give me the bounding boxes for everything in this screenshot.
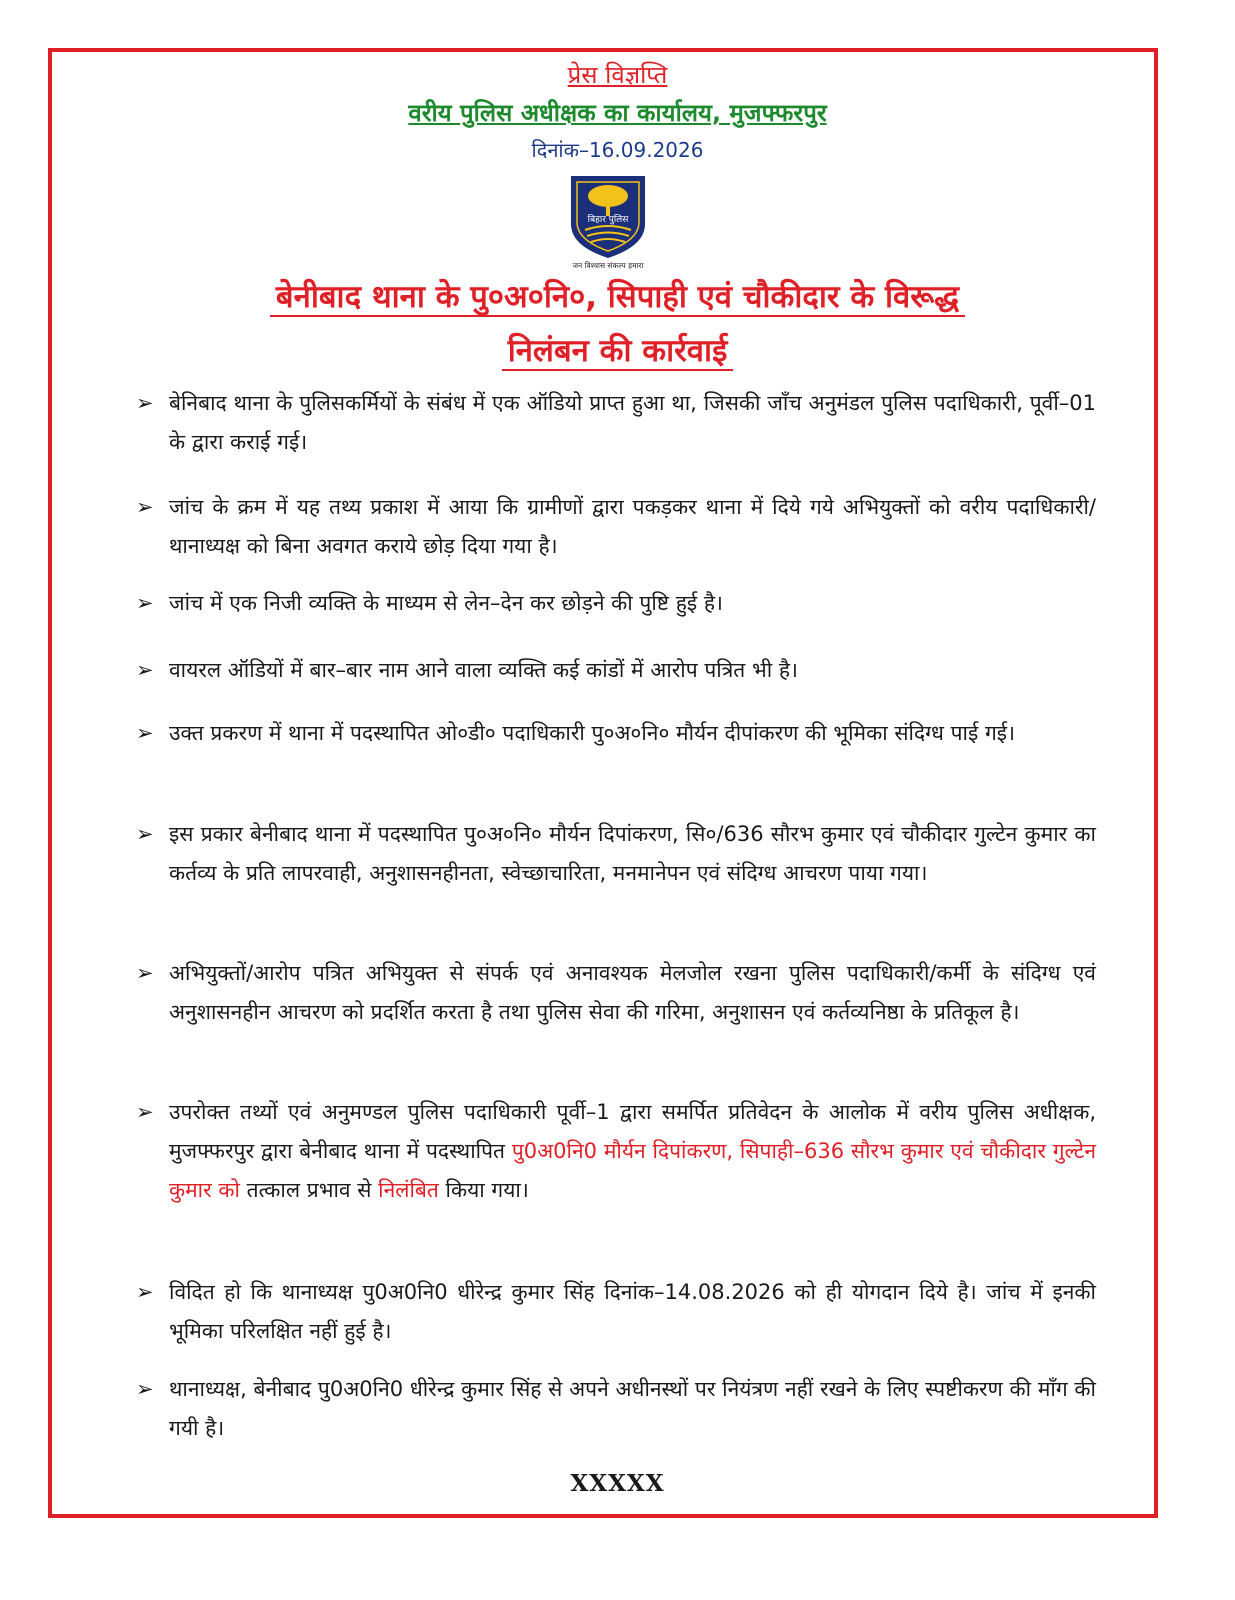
bullet-item xyxy=(136,1273,1096,1351)
end-mark: XXXXX xyxy=(570,1470,665,1497)
bullet-text: बेनिबाद थाना के पुलिसकर्मियों के संबंध में एक ऑडियो प्राप्त हुआ था, जिसकी जाँच अनुमंडल पुलिस पदाधिकारी, पूर्वी–01 के द्वारा कराई गई। xyxy=(169,391,1096,454)
bullet-text: थानाध्यक्ष, बेनीबाद पु0अ0नि0 धीरेन्द्र कुमार सिंह से अपने अधीनस्थों पर नियंत्रण नहीं रखने के लिए स्पष्टीकरण की माँग की गयी है। xyxy=(169,1377,1096,1440)
bullet-text: अभियुक्तों/आरोप पत्रित अभियुक्त से संपर्क एवं अनावश्यक मेलजोल रखना पुलिस पदाधिकारी/कर्मी के संदिग्ध एवं अनुशासनहीन आचरण को प्रदर्शित करता है तथा पुलिस सेवा की गरिमा, अनुशासन एवं कर्तव्यनिष्ठा के प्रतिकूल है। xyxy=(169,961,1096,1024)
bihar-police-emblem xyxy=(565,172,651,270)
headline-line-2: निलंबन की कार्रवाई xyxy=(0,326,1235,376)
press-release-heading: प्रेस विज्ञप्ति xyxy=(567,61,668,89)
arrow-bullet-icon: ➢ xyxy=(136,1377,154,1401)
emblem-label: बिहार पुलिस xyxy=(587,215,629,225)
arrow-bullet-icon: ➢ xyxy=(136,591,154,615)
arrow-bullet-icon: ➢ xyxy=(136,1100,154,1124)
arrow-bullet-icon: ➢ xyxy=(136,391,154,415)
bullet-text: जांच में एक निजी व्यक्ति के माध्यम से लेन–देन कर छोड़ने की पुष्टि हुई है। xyxy=(169,591,723,615)
bullet-text: जांच के क्रम में यह तथ्य प्रकाश में आया कि ग्रामीणों द्वारा पकड़कर थाना में दिये गये अभियुक्तों को वरीय पदाधिकारी/थानाध्यक्ष को बिना अवगत कराये छोड़ दिया गया है। xyxy=(169,495,1096,558)
headline-line-1: बेनीबाद थाना के पु०अ०नि०, सिपाही एवं चौकीदार के विरूद्ध xyxy=(0,272,1235,322)
bullet-text: उपरोक्त तथ्यों एवं अनुमण्डल पुलिस पदाधिकारी पूर्वी–1 द्वारा समर्पित प्रतिवेदन के आलोक में वरीय पुलिस अधीक्षक, मुजफ्फरपुर द्वारा बेनीबाद थाना में पदस्थापित पु0अ0नि0 मौर्यन दिपांकरण, सिपाही–636 सौरभ कुमार एवं चौकीदार गुल्टेन कुमार को तत्काल प्रभाव से निलंबित किया गया। xyxy=(169,1100,1096,1202)
bullet-item xyxy=(136,651,1096,690)
bullet-item xyxy=(136,384,1096,462)
arrow-bullet-icon: ➢ xyxy=(136,658,154,682)
bullet-item xyxy=(136,815,1096,893)
bullet-text: इस प्रकार बेनीबाद थाना में पदस्थापित पु०अ०नि० मौर्यन दिपांकरण, सि०/636 सौरभ कुमार एवं चौकीदार गुल्टेन कुमार का कर्तव्य के प्रति लापरवाही, अनुशासनहीनता, स्वेच्छाचारिता, मनमानेपन एवं संदिग्ध आचरण पाया गया। xyxy=(169,822,1096,885)
arrow-bullet-icon: ➢ xyxy=(136,961,154,985)
arrow-bullet-icon: ➢ xyxy=(136,721,154,745)
suspended-personnel: पु0अ0नि0 मौर्यन दिपांकरण, सिपाही–636 सौरभ कुमार एवं चौकीदार गुल्टेन कुमार को xyxy=(169,1139,1096,1202)
bullet-item xyxy=(136,488,1096,566)
bullet-text: उक्त प्रकरण में थाना में पदस्थापित ओ०डी० पदाधिकारी पु०अ०नि० मौर्यन दीपांकरण की भूमिका संदिग्ध पाई गई। xyxy=(169,721,1016,745)
office-heading: वरीय पुलिस अधीक्षक का कार्यालय, मुजफ्फरपुर xyxy=(408,99,827,127)
bullet-text: वायरल ऑडियों में बार–बार नाम आने वाला व्यक्ति कई कांडों में आरोप पत्रित भी है। xyxy=(169,658,798,682)
bullet-item xyxy=(136,714,1096,753)
arrow-bullet-icon: ➢ xyxy=(136,1280,154,1304)
bullet-item xyxy=(136,1370,1096,1448)
bullet-item xyxy=(136,954,1096,1032)
bullet-item xyxy=(136,1093,1096,1210)
arrow-bullet-icon: ➢ xyxy=(136,822,154,846)
bullet-item xyxy=(136,584,1096,623)
release-date: दिनांक–16.09.2026 xyxy=(531,138,704,162)
arrow-bullet-icon: ➢ xyxy=(136,495,154,519)
suspended-label: निलंबित xyxy=(378,1178,439,1202)
emblem-motto: जन विश्वास संकल्प हमारा xyxy=(572,261,644,270)
bullet-text: विदित हो कि थानाध्यक्ष पु0अ0नि0 धीरेन्द्र कुमार सिंह दिनांक–14.08.2026 को ही योगदान दिये है। जांच में इनकी भूमिका परिलक्षित नहीं हुई है। xyxy=(169,1280,1096,1343)
